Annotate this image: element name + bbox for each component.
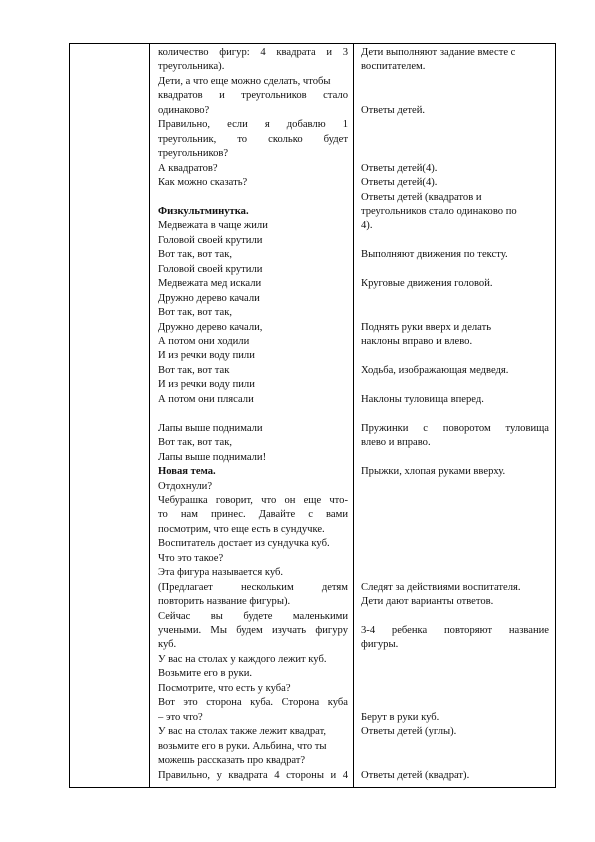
teacher-text-line: А потом они ходили <box>158 336 250 347</box>
children-text-line: Дети выполняют задание вместе с <box>361 47 516 58</box>
teacher-text-line: Новая тема. <box>158 466 216 478</box>
teacher-text-line: – это что? <box>158 711 203 723</box>
teacher-text-line: Сейчас вы будете маленькими <box>158 610 348 622</box>
children-text-line: Дети дают варианты ответов. <box>361 596 494 608</box>
children-text-line: фигуры. <box>361 639 399 651</box>
teacher-text-line: А потом они плясали <box>158 393 254 405</box>
teacher-text-line: Медвежата в чаще жили <box>158 220 268 232</box>
children-text-line: воспитателем. <box>361 61 426 73</box>
children-text-line: Берут в руки куб. <box>361 711 440 723</box>
teacher-text-line: Вот так, вот так, <box>158 307 233 319</box>
teacher-text-line: Дети, а что еще можно сделать, чтобы <box>158 75 331 87</box>
teacher-text-line: посмотрим, что еще есть в сундучке. <box>158 523 325 535</box>
teacher-text-line: Правильно, у квадрата 4 стороны и 4 <box>158 769 348 781</box>
teacher-text-line: Головой своей крутили <box>158 263 263 275</box>
teacher-text-line: можешь рассказать про квадрат? <box>158 755 306 767</box>
children-text-line: Ответы детей (углы). <box>361 726 457 738</box>
children-text-line: Следят за действиями воспитателя. <box>361 581 521 593</box>
children-text-line: Ходьба, изображающая медведя. <box>361 364 509 376</box>
teacher-text-line: Вот так, вот так <box>158 364 230 376</box>
children-text-line: Ответы детей (квадратов и <box>361 191 482 203</box>
teacher-text-line: учеными. Мы будем изучать фигуру <box>158 625 348 636</box>
teacher-text-line: то нам принес. Давайте с вами <box>158 509 348 521</box>
teacher-text-line: повторить название фигуры). <box>158 596 291 608</box>
teacher-text-line: У вас на столах у каждого лежит куб. <box>158 653 327 665</box>
children-text-line: Круговые движения головой. <box>361 278 493 290</box>
children-text-line: наклоны вправо и влево. <box>361 336 473 347</box>
teacher-text-line: квадратов и треугольников стало <box>158 90 348 102</box>
children-text-line: Прыжки, хлопая руками вверху. <box>361 466 506 478</box>
teacher-text-line: Медвежата мед искали <box>158 278 262 290</box>
children-text-line: Выполняют движения по тексту. <box>361 249 508 261</box>
teacher-text-line: треугольников? <box>158 148 229 160</box>
teacher-text-line: Дружно дерево качали, <box>158 321 263 333</box>
teacher-text-line: Физкультминутка. <box>158 205 249 217</box>
teacher-text-line: количество фигур: 4 квадрата и 3 <box>158 47 348 58</box>
teacher-text-line: У вас на столах также лежит квадрат, <box>158 726 327 738</box>
children-text-line: Ответы детей (квадрат). <box>361 769 470 781</box>
teacher-text-line: А квадратов? <box>158 162 218 174</box>
children-text-line: Ответы детей(4). <box>361 162 438 174</box>
teacher-text-line: Как можно сказать? <box>158 177 248 189</box>
teacher-text-line: треугольника). <box>158 61 225 73</box>
lesson-table <box>69 43 556 788</box>
teacher-text-line: Посмотрите, что есть у куба? <box>158 682 291 694</box>
column-divider-left <box>149 44 150 787</box>
teacher-text-line: треугольник, то сколько будет <box>158 133 348 145</box>
teacher-text-line: Лапы выше поднимали <box>158 422 263 434</box>
children-text-line: треугольников стало одинаково по <box>361 205 517 217</box>
children-text-line: Ответы детей. <box>361 104 426 116</box>
teacher-text-line: куб. <box>158 639 177 651</box>
children-text-line: влево и вправо. <box>361 437 431 449</box>
teacher-text-line: И из речки воду пили <box>158 350 255 362</box>
teacher-text-line: Чебурашка говорит, что он еще что- <box>158 494 348 506</box>
teacher-text-line: (Предлагает нескольким детям <box>158 581 348 593</box>
teacher-text-line: Вот это сторона куба. Сторона куба <box>158 697 348 709</box>
children-text-line: 4). <box>361 220 373 232</box>
children-text-line: Наклоны туловища вперед. <box>361 393 484 405</box>
teacher-text-line: Вот так, вот так, <box>158 249 233 261</box>
teacher-text-line: Дружно дерево качали <box>158 292 260 304</box>
teacher-text-line: возьмите его в руки. Альбина, что ты <box>158 740 327 752</box>
teacher-text-line: Правильно, если я добавлю 1 <box>158 119 348 131</box>
teacher-text-line: Отдохнули? <box>158 480 213 492</box>
children-text-line: Пружинки с поворотом туловища <box>361 422 549 434</box>
children-text-line: Поднять руки вверх и делать <box>361 321 492 333</box>
teacher-text-line: Воспитатель достает из сундучка куб. <box>158 538 330 550</box>
teacher-text-line: Лапы выше поднимали! <box>158 451 267 463</box>
children-text-line: Ответы детей(4). <box>361 177 438 189</box>
teacher-text-line: одинаково? <box>158 104 210 116</box>
children-text-line: 3-4 ребенка повторяют название <box>361 625 549 636</box>
teacher-text-line: Возьмите его в руки. <box>158 668 253 680</box>
teacher-text-line: Что это такое? <box>158 552 224 564</box>
teacher-text-line: Эта фигура называется куб. <box>158 567 284 579</box>
column-divider-right <box>353 44 354 787</box>
teacher-text-line: Вот так, вот так, <box>158 437 233 449</box>
teacher-text-line: Головой своей крутили <box>158 234 263 246</box>
teacher-text-line: И из речки воду пили <box>158 379 255 391</box>
